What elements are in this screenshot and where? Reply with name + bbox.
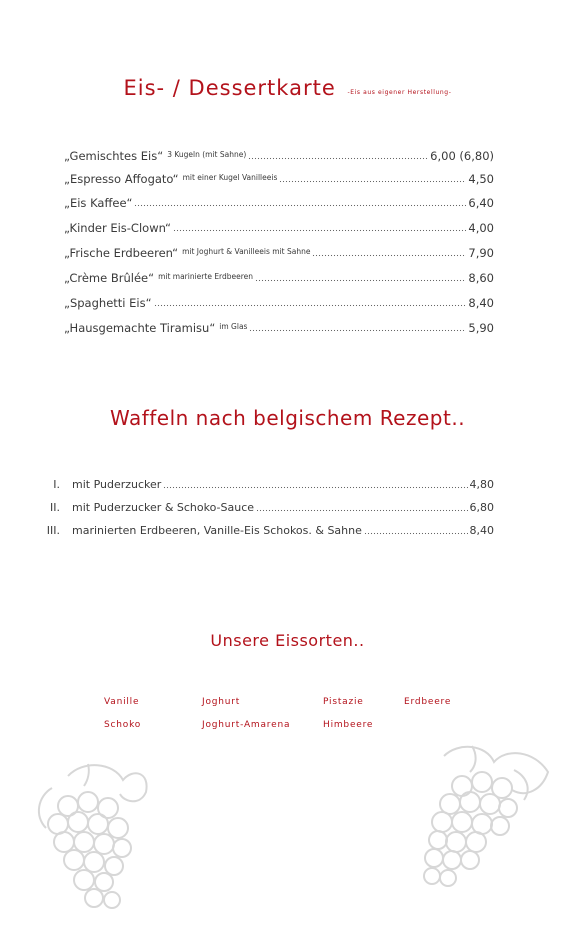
item-note: mit einer Kugel Vanilleeis (182, 173, 278, 182)
page-title (0, 76, 575, 100)
flavor-item: Joghurt-Amarena (202, 720, 291, 730)
item-price: 6,00 (6,80) (430, 149, 494, 163)
item-price: 6,40 (468, 196, 494, 210)
item-name: „Eis Kaffee“ (64, 196, 133, 210)
list-item (64, 269, 494, 285)
menu-subtitle: -Eis aus eigener Herstellung- (347, 89, 452, 96)
item-note: mit marinierte Erdbeeren (158, 272, 254, 281)
list-item (64, 170, 494, 186)
item-price: 4,80 (469, 478, 494, 491)
list-item (64, 147, 494, 163)
item-price: 8,60 (468, 271, 494, 285)
flavor-item: Vanille (104, 697, 140, 707)
item-price: 5,90 (468, 321, 494, 335)
item-note: mit Joghurt & Vanilleeis mit Sahne (182, 247, 311, 256)
item-name: „Spaghetti Eis“ (64, 296, 152, 310)
list-item (40, 476, 494, 492)
list-item (64, 219, 494, 235)
list-item (40, 522, 494, 538)
item-price: 4,50 (468, 172, 494, 186)
item-name: mit Puderzucker (72, 478, 162, 491)
leader-dots (154, 303, 467, 307)
leader-dots (364, 531, 468, 535)
leader-dots (256, 508, 467, 512)
leader-dots (173, 228, 466, 232)
item-note: im Glas (219, 322, 248, 331)
list-item (40, 499, 494, 515)
item-name: „Espresso Affogato“ (64, 172, 179, 186)
grape-bunch-icon (28, 758, 156, 918)
item-number: I. (53, 478, 60, 491)
leader-dots (163, 485, 467, 489)
item-name: „Kinder Eis-Clown“ (64, 221, 172, 235)
item-name: „Crème Brûlée“ (64, 271, 155, 285)
leader-dots (312, 253, 466, 257)
grape-bunch-icon (414, 742, 554, 894)
item-name: mit Puderzucker & Schoko-Sauce (72, 501, 255, 514)
item-name: „Gemischtes Eis“ (64, 149, 164, 163)
item-name: marinierten Erdbeeren, Vanille-Eis Schokos. & Sahne (72, 524, 362, 537)
leader-dots (279, 179, 466, 183)
list-item (64, 244, 494, 260)
item-number: III. (46, 524, 60, 537)
item-note: 3 Kugeln (mit Sahne) (167, 150, 247, 159)
item-price: 8,40 (469, 524, 494, 537)
leader-dots (248, 156, 428, 160)
leader-dots (255, 278, 466, 282)
item-name: „Hausgemachte Tiramisu“ (64, 321, 216, 335)
flavor-item: Erdbeere (404, 697, 452, 707)
item-price: 4,00 (468, 221, 494, 235)
leader-dots (249, 328, 466, 332)
item-price: 8,40 (468, 296, 494, 310)
item-price: 7,90 (468, 246, 494, 260)
leader-dots (134, 203, 466, 207)
flavor-item: Schoko (104, 720, 142, 730)
item-number: II. (50, 501, 60, 514)
flavor-item: Himbeere (323, 720, 374, 730)
waffles-title: Waffeln nach belgischem Rezept.. (109, 406, 466, 430)
item-name: „Frische Erdbeeren“ (64, 246, 179, 260)
flavor-item: Joghurt (202, 697, 241, 707)
list-item (64, 294, 494, 310)
list-item (64, 319, 494, 335)
menu-title: Eis- / Dessertkarte (123, 76, 336, 100)
item-price: 6,80 (469, 501, 494, 514)
flavors-title: Unsere Eissorten.. (210, 631, 365, 650)
flavor-item: Pistazie (323, 697, 364, 707)
list-item (64, 194, 494, 210)
